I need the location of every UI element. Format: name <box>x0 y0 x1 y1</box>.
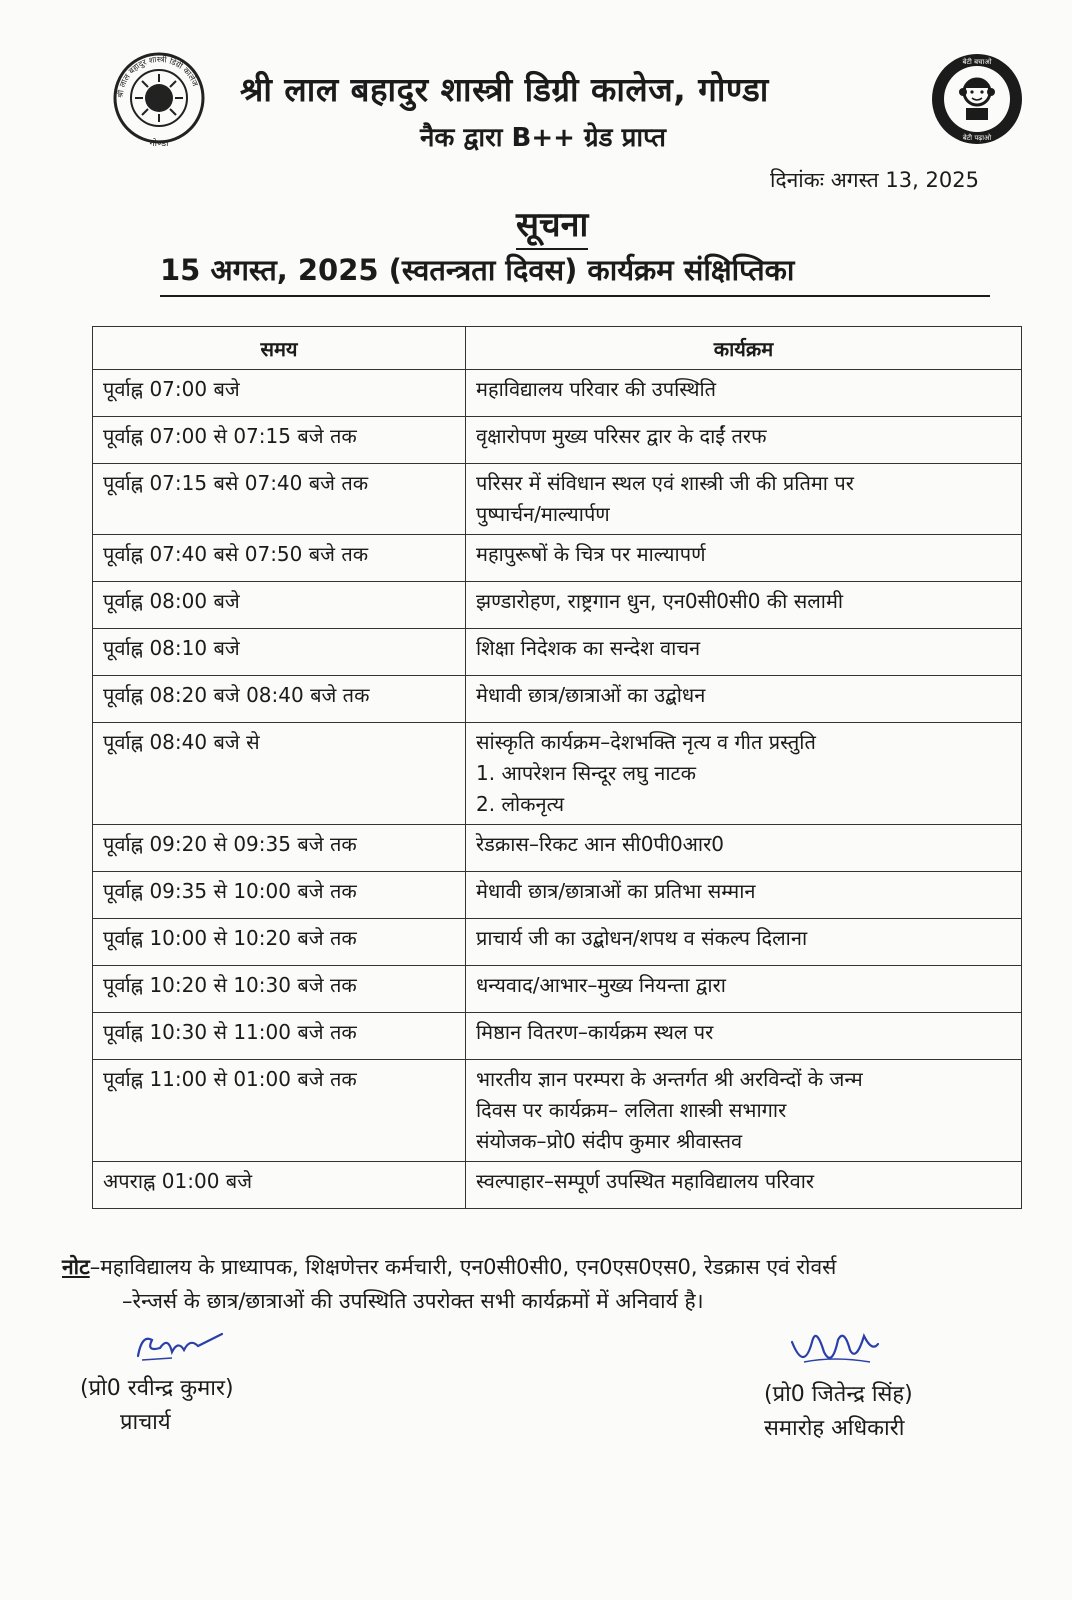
table-row <box>93 464 1022 535</box>
time-cell: पूर्वाह्न 07:15 बसे 07:40 बजे तक <box>93 464 466 535</box>
table-row <box>93 629 1022 676</box>
program-cell <box>466 966 1022 1013</box>
time-cell: पूर्वाह्न 08:00 बजे <box>93 582 466 629</box>
program-line: झण्डारोहण, राष्ट्रगान धुन, एन0सी0सी0 की सलामी <box>476 589 844 613</box>
program-line: परिसर में संविधान स्थल एवं शास्त्री जी की प्रतिमा पर <box>476 471 854 495</box>
table-row <box>93 825 1022 872</box>
time-cell: अपराह्न 01:00 बजे <box>93 1162 466 1209</box>
table-row <box>93 966 1022 1013</box>
table-row <box>93 417 1022 464</box>
time-cell: पूर्वाह्न 10:30 से 11:00 बजे तक <box>93 1013 466 1060</box>
program-line: प्राचार्य जी का उद्बोधन/शपथ व संकल्प दिलाना <box>476 926 808 950</box>
program-line: भारतीय ज्ञान परम्परा के अन्तर्गत श्री अरविन्दों के जन्म <box>476 1067 863 1091</box>
program-cell <box>466 464 1022 535</box>
program-line: संयोजक–प्रो0 संदीप कुमार श्रीवास्तव <box>476 1129 743 1153</box>
time-cell: पूर्वाह्न 07:40 बसे 07:50 बजे तक <box>93 535 466 582</box>
accreditation-line: नैक द्वारा B++ ग्रेड प्राप्त <box>420 123 666 153</box>
time-cell: पूर्वाह्न 08:40 बजे से <box>93 723 466 825</box>
header-time: समय <box>93 327 466 370</box>
table-header-row <box>93 327 1022 370</box>
note-line-1: –महाविद्यालय के प्राध्यापक, शिक्षणेत्तर कर्मचारी, एन0सी0सी0, एन0एस0एस0, रेडक्रास एवं रोवर्स <box>89 1255 837 1279</box>
officer-name: (प्रो0 जितेन्द्र सिंह) <box>764 1382 913 1407</box>
program-line: पुष्पार्चन/माल्यार्पण <box>476 502 610 526</box>
program-line: धन्यवाद/आभार–मुख्य नियन्ता द्वारा <box>476 973 726 997</box>
time-cell: पूर्वाह्न 10:00 से 10:20 बजे तक <box>93 919 466 966</box>
time-cell: पूर्वाह्न 09:20 से 09:35 बजे तक <box>93 825 466 872</box>
officer-signature <box>784 1322 884 1376</box>
program-line: मेधावी छात्र/छात्राओं का प्रतिभा सम्मान <box>476 879 756 903</box>
emblem-city-text: गोण्डा <box>149 139 169 148</box>
principal-signature <box>132 1326 228 1366</box>
schedule-body <box>93 370 1022 1209</box>
notice-title: सूचना <box>516 200 588 250</box>
principal-name: (प्रो0 रवीन्द्र कुमार) <box>80 1376 234 1401</box>
program-cell <box>466 872 1022 919</box>
program-cell <box>466 417 1022 464</box>
program-line: दिवस पर कार्यक्रम– ललिता शास्त्री सभागार <box>476 1098 787 1122</box>
program-cell <box>466 825 1022 872</box>
program-line: सांस्कृति कार्यक्रम–देशभक्ति नृत्य व गीत प्रस्तुति <box>476 730 816 754</box>
officer-designation: समारोह अधिकारी <box>764 1416 905 1441</box>
note-line-2: –रेन्जर्स के छात्र/छात्राओं की उपस्थिति उपरोक्त सभी कार्यक्रमों में अनिवार्य है। <box>122 1289 704 1313</box>
table-row <box>93 919 1022 966</box>
program-cell <box>466 1060 1022 1162</box>
table-row <box>93 872 1022 919</box>
time-cell: पूर्वाह्न 08:20 बजे 08:40 बजे तक <box>93 676 466 723</box>
program-cell <box>466 370 1022 417</box>
note-block <box>62 1250 1022 1318</box>
program-cell <box>466 723 1022 825</box>
table-row <box>93 582 1022 629</box>
logo-bottom-text: बेटी पढ़ाओ <box>962 134 992 142</box>
schedule-table <box>92 326 1022 1209</box>
notice-subject: 15 अगस्त, 2025 (स्वतन्त्रता दिवस) कार्यक्रम संक्षिप्तिका <box>160 250 990 297</box>
program-line: महापुरूषों के चित्र पर माल्यापर्ण <box>476 542 706 566</box>
time-cell: पूर्वाह्न 07:00 से 07:15 बजे तक <box>93 417 466 464</box>
table-row <box>93 676 1022 723</box>
table-row <box>93 1060 1022 1162</box>
header-program: कार्यक्रम <box>466 327 1022 370</box>
program-line: वृक्षारोपण मुख्य परिसर द्वार के दाईं तरफ <box>476 424 767 448</box>
program-cell <box>466 629 1022 676</box>
note-label: नोट <box>62 1255 90 1279</box>
college-name: श्री लाल बहादुर शास्त्री डिग्री कालेज, गोण्डा <box>240 70 769 109</box>
table-row <box>93 723 1022 825</box>
principal-designation: प्राचार्य <box>120 1410 171 1435</box>
program-line: मेधावी छात्र/छात्राओं का उद्बोधन <box>476 683 706 707</box>
table-row <box>93 535 1022 582</box>
emblem-ring-text: श्री लाल बहादुर शास्त्री डिग्री कालेज <box>115 54 200 99</box>
table-row <box>93 1013 1022 1060</box>
program-cell <box>466 1013 1022 1060</box>
logo-top-text: बेटी बचाओ <box>962 58 992 66</box>
college-emblem-logo <box>106 52 212 148</box>
program-cell <box>466 535 1022 582</box>
time-cell: पूर्वाह्न 10:20 से 10:30 बजे तक <box>93 966 466 1013</box>
program-line: रेडक्रास–रिकट आन सी0पी0आर0 <box>476 832 725 856</box>
time-cell: पूर्वाह्न 07:00 बजे <box>93 370 466 417</box>
table-row <box>93 1162 1022 1209</box>
program-cell <box>466 676 1022 723</box>
time-cell: पूर्वाह्न 11:00 से 01:00 बजे तक <box>93 1060 466 1162</box>
beti-bachao-logo <box>930 52 1024 146</box>
program-line: 2. लोकनृत्य <box>476 792 565 816</box>
program-line: 1. आपरेशन सिन्दूर लघु नाटक <box>476 761 696 785</box>
program-line: महाविद्यालय परिवार की उपस्थिति <box>476 377 717 401</box>
program-line: शिक्षा निदेशक का सन्देश वाचन <box>476 636 701 660</box>
table-row <box>93 370 1022 417</box>
time-cell: पूर्वाह्न 09:35 से 10:00 बजे तक <box>93 872 466 919</box>
program-cell <box>466 582 1022 629</box>
time-cell: पूर्वाह्न 08:10 बजे <box>93 629 466 676</box>
program-line: स्वल्पाहार–सम्पूर्ण उपस्थित महाविद्यालय परिवार <box>476 1169 815 1193</box>
program-line: मिष्ठान वितरण–कार्यक्रम स्थल पर <box>476 1020 714 1044</box>
program-cell <box>466 1162 1022 1209</box>
notice-date: दिनांकः अगस्त 13, 2025 <box>770 168 979 192</box>
program-cell <box>466 919 1022 966</box>
